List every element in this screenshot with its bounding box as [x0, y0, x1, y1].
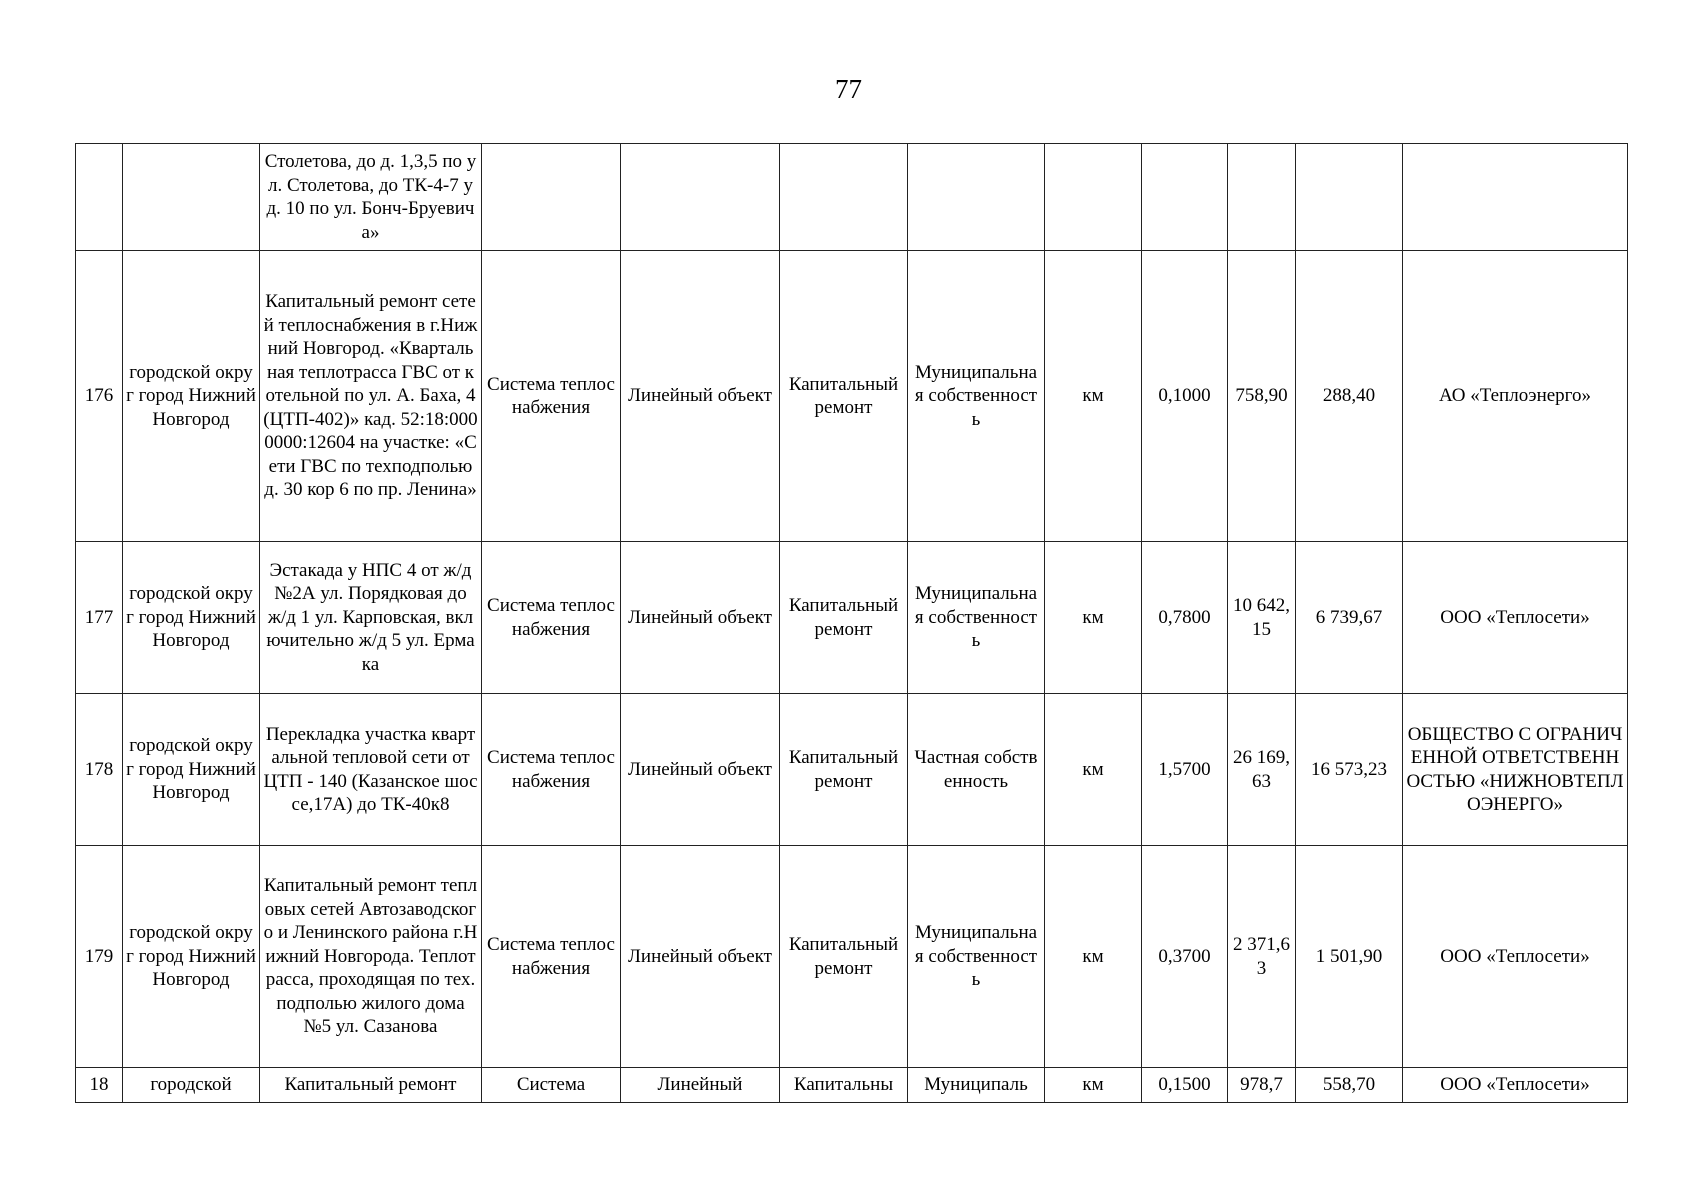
cell-unit: км: [1045, 694, 1142, 846]
cell-cost: 26 169,63: [1228, 694, 1296, 846]
table-row: [76, 694, 1628, 846]
cell-description: Эстакада у НПС 4 от ж/д №2А ул. Порядковая до ж/д 1 ул. Карповская, включительно ж/д 5 ул. Ермака: [260, 542, 482, 694]
table-row: [76, 251, 1628, 542]
cell-description: Капитальный ремонт тепловых сетей Автозаводского и Ленинского района г.Нижний Новгорода. Теплотрасса, проходящая по тех. подполью жилого дома №5 ул. Сазанова: [260, 846, 482, 1068]
cell-length: 1,5700: [1142, 694, 1228, 846]
cell-system: Система: [482, 1068, 621, 1103]
cell-object-type: Линейный объект: [621, 251, 780, 542]
cell-length: 0,7800: [1142, 542, 1228, 694]
cell-organization: [1403, 144, 1628, 251]
cell-num: 176: [76, 251, 123, 542]
cell-unit: [1045, 144, 1142, 251]
cell-length: 0,1500: [1142, 1068, 1228, 1103]
cell-ownership: Муниципаль: [908, 1068, 1045, 1103]
cell-municipality: городской округ город Нижний Новгород: [123, 251, 260, 542]
cell-work-type: Капитальный ремонт: [780, 251, 908, 542]
cell-work-type: Капитальный ремонт: [780, 542, 908, 694]
cell-ownership: Муниципальная собственность: [908, 542, 1045, 694]
cell-municipality: городской округ город Нижний Новгород: [123, 846, 260, 1068]
cell-num: [76, 144, 123, 251]
investment-program-table: [75, 143, 1628, 1103]
cell-amount: [1296, 144, 1403, 251]
cell-unit: км: [1045, 251, 1142, 542]
cell-system: Система теплоснабжения: [482, 251, 621, 542]
cell-municipality: городской: [123, 1068, 260, 1103]
cell-object-type: Линейный объект: [621, 694, 780, 846]
cell-ownership: Муниципальная собственность: [908, 846, 1045, 1068]
cell-description: Перекладка участка квартальной тепловой сети от ЦТП - 140 (Казанское шоссе,17А) до ТК-40к8: [260, 694, 482, 846]
cell-description: Капитальный ремонт сетей теплоснабжения в г.Нижний Новгород. «Квартальная теплотрасса ГВС от котельной по ул. А. Баха, 4 (ЦТП-402)» кад. 52:18:0000000:12604 на участке: «Сети ГВС по техподполью д. 30 кор 6 по пр. Ленина»: [260, 251, 482, 542]
cell-system: [482, 144, 621, 251]
cell-cost: 978,7: [1228, 1068, 1296, 1103]
table-row: [76, 542, 1628, 694]
cell-unit: км: [1045, 542, 1142, 694]
cell-unit: км: [1045, 846, 1142, 1068]
cell-municipality: городской округ город Нижний Новгород: [123, 694, 260, 846]
cell-description: Столетова, до д. 1,3,5 по ул. Столетова, до ТК-4-7 у д. 10 по ул. Бонч-Бруевича»: [260, 144, 482, 251]
cell-amount: 1 501,90: [1296, 846, 1403, 1068]
cell-organization: ООО «Теплосети»: [1403, 542, 1628, 694]
table-row: [76, 1068, 1628, 1103]
cell-organization: АО «Теплоэнерго»: [1403, 251, 1628, 542]
cell-cost: 758,90: [1228, 251, 1296, 542]
cell-object-type: Линейный: [621, 1068, 780, 1103]
cell-organization: ООО «Теплосети»: [1403, 846, 1628, 1068]
cell-ownership: [908, 144, 1045, 251]
cell-length: [1142, 144, 1228, 251]
cell-num: 177: [76, 542, 123, 694]
cell-cost: [1228, 144, 1296, 251]
cell-organization: ОБЩЕСТВО С ОГРАНИЧЕННОЙ ОТВЕТСТВЕННОСТЬЮ «НИЖНОВТЕПЛОЭНЕРГО»: [1403, 694, 1628, 846]
cell-system: Система теплоснабжения: [482, 846, 621, 1068]
cell-work-type: [780, 144, 908, 251]
cell-cost: 2 371,63: [1228, 846, 1296, 1068]
cell-object-type: Линейный объект: [621, 846, 780, 1068]
cell-cost: 10 642,15: [1228, 542, 1296, 694]
cell-system: Система теплоснабжения: [482, 694, 621, 846]
cell-num: 179: [76, 846, 123, 1068]
cell-length: 0,1000: [1142, 251, 1228, 542]
cell-amount: 558,70: [1296, 1068, 1403, 1103]
cell-description: Капитальный ремонт: [260, 1068, 482, 1103]
page-number: 77: [835, 74, 862, 104]
table-row: [76, 846, 1628, 1068]
cell-length: 0,3700: [1142, 846, 1228, 1068]
cell-municipality: [123, 144, 260, 251]
cell-unit: км: [1045, 1068, 1142, 1103]
cell-work-type: Капитальный ремонт: [780, 694, 908, 846]
cell-work-type: Капитальный ремонт: [780, 846, 908, 1068]
cell-object-type: [621, 144, 780, 251]
table-row-continuation: [76, 144, 1628, 251]
cell-ownership: Муниципальная собственность: [908, 251, 1045, 542]
cell-amount: 16 573,23: [1296, 694, 1403, 846]
cell-municipality: городской округ город Нижний Новгород: [123, 542, 260, 694]
cell-organization: ООО «Теплосети»: [1403, 1068, 1628, 1103]
cell-work-type: Капитальны: [780, 1068, 908, 1103]
cell-amount: 6 739,67: [1296, 542, 1403, 694]
cell-ownership: Частная собственность: [908, 694, 1045, 846]
cell-system: Система теплоснабжения: [482, 542, 621, 694]
cell-num: 18: [76, 1068, 123, 1103]
cell-object-type: Линейный объект: [621, 542, 780, 694]
cell-amount: 288,40: [1296, 251, 1403, 542]
cell-num: 178: [76, 694, 123, 846]
